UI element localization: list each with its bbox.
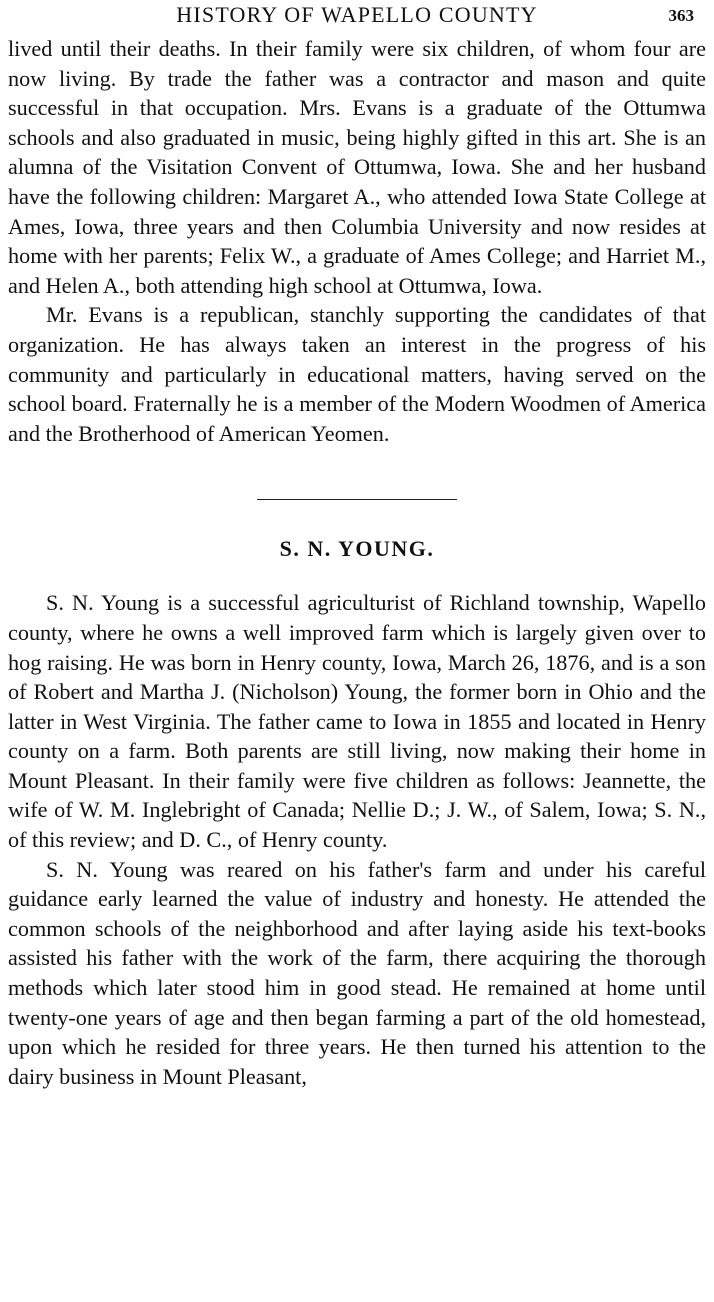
section-evans-continued [8,34,706,448]
section-divider-rule [257,499,457,500]
paragraph-evans-family: lived until their deaths. In their family were six children, of whom four are now living. By trade the father was a contractor and mason and quite successful in that occupation. Mrs. Evans is a graduate of the Ottumwa schools and also graduated in music, being highly gifted in this art. She is an alumna of the Visitation Convent of Ottumwa, Iowa. She and her husband have the following children: Margaret A., who attended Iowa State College at Ames, Iowa, three years and then Columbia University and now resides at home with her parents; Felix W., a graduate of Ames College; and Harriet M., and Helen A., both attending high school at Ottumwa, Iowa. [8,36,706,298]
page-number: 363 [668,6,694,25]
section-heading: S. N. YOUNG. [279,536,435,562]
running-head-title: HISTORY OF WAPELLO COUNTY [176,2,538,27]
paragraph-evans-politics: Mr. Evans is a republican, stanchly supporting the candidates of that organization. He has always taken an interest in the progress of his community and particularly in educational matters, having served on the school board. Fraternally he is a member of the Modern Woodmen of America and the Brotherhood of American Yeomen. [8,302,706,446]
running-head [8,0,706,34]
paragraph-young-career: S. N. Young was reared on his father's farm and under his careful guidance early learned the value of industry and honesty. He attended the common schools of the neighborhood and after laying aside his text-books assisted his father with the work of the farm, there acquiring the thorough methods which later stood him in good stead. He remained at home until twenty-one years of age and then began farming a part of the old homestead, upon which he resided for three years. He then turned his attention to the dairy business in Mount Pleasant, [8,856,706,1089]
section-young-biography [8,588,706,1091]
paragraph-young-intro: S. N. Young is a successful agriculturist of Richland township, Wapello county, where he owns a well improved farm which is largely given over to hog raising. He was born in Henry county, Iowa, March 26, 1876, and is a son of Robert and Martha J. (Nicholson) Young, the former born in Ohio and the latter in West Virginia. The father came to Iowa in 1855 and located in Henry county on a farm. Both parents are still living, now making their home in Mount Pleasant. In their family were five children as follows: Jeannette, the wife of W. M. Inglebright of Canada; Nellie D.; J. W., of Salem, Iowa; S. N., of this review; and D. C., of Henry county. [8,590,706,853]
